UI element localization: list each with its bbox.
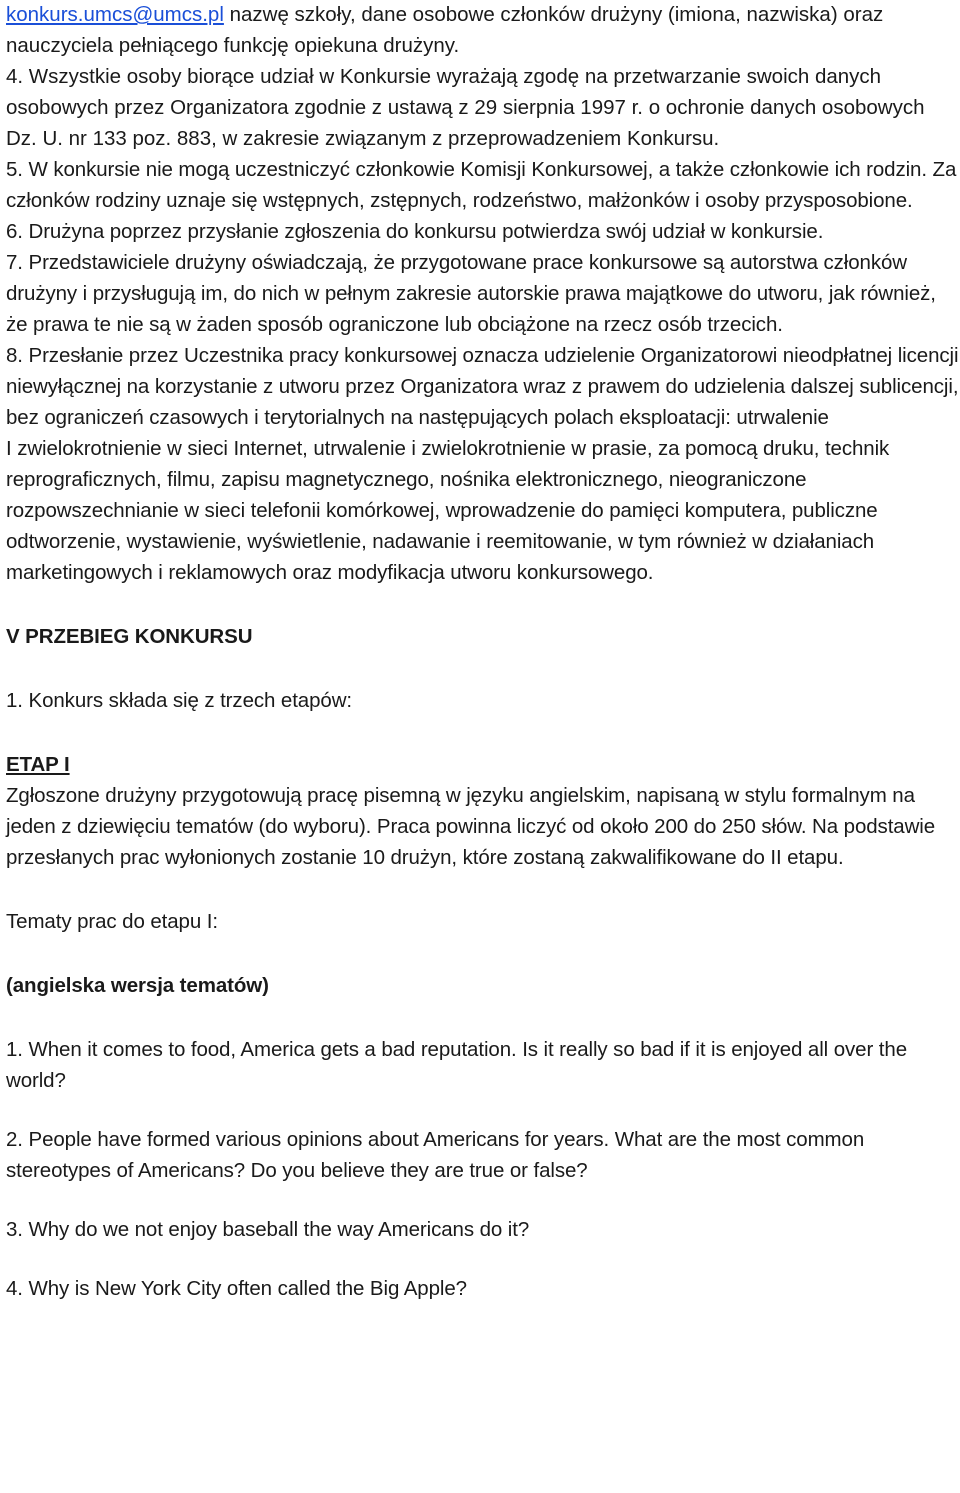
document-page [6,0,960,1304]
item-8-continued: I zwielokrotnienie w sieci Internet, utrwalenie i zwielokrotnienie w prasie, za pomocą druku, technik reprograficznych, filmu, zapisu magnetycznego, nośnika elektronicznego, nieograniczone rozpowszechnianie w sieci telefonii komórkowej, wprowadzenie do pamięci komputera, publiczne odtworzenie, wystawienie, wyświetlenie, nadawanie i reemitowanie, w tym również w działaniach marketingowych i reklamowych oraz modyfikacja utworu konkursowego. [6,437,890,584]
stages-intro: 1. Konkurs składa się z trzech etapów: [6,689,353,712]
item-5: 5. W konkursie nie mogą uczestniczyć członkowie Komisji Konkursowej, a także członkowie ich rodzin. Za członków rodziny uznaje się wstępnych, zstępnych, rodzeństwo, małżonków i osoby przysposobione. [6,158,957,212]
topics-label: Tematy prac do etapu I: [6,910,218,933]
section-heading: V PRZEBIEG KONKURSU [6,625,253,648]
stage-1-heading: ETAP I [6,753,70,776]
intro-paragraph [6,0,960,61]
topics-version: (angielska wersja tematów) [6,974,269,997]
topic-2: 2. People have formed various opinions about Americans for years. What are the most common stereotypes of Americans? Do you believe they are true or false? [6,1128,865,1182]
intro-text: nazwę szkoły, dane osobowe członków drużyny (imiona, nazwiska) oraz nauczyciela pełniącego funkcję opiekuna drużyny. [6,3,884,57]
stage-1-body: Zgłoszone drużyny przygotowują pracę pisemną w języku angielskim, napisaną w stylu formalnym na jeden z dziewięciu tematów (do wyboru). Praca powinna liczyć od około 200 do 250 słów. Na podstawie przesłanych prac wyłonionych zostanie 10 drużyn, które zostaną zakwalifikowane do II etapu. [6,784,936,869]
topic-1: 1. When it comes to food, America gets a bad reputation. Is it really so bad if it is enjoyed all over the world? [6,1038,907,1092]
topic-4: 4. Why is New York City often called the Big Apple? [6,1277,467,1300]
item-4: 4. Wszystkie osoby biorące udział w Konkursie wyrażają zgodę na przetwarzanie swoich danych osobowych przez Organizatora zgodnie z ustawą z 29 sierpnia 1997 r. o ochronie danych osobowych Dz. U. nr 133 poz. 883, w zakresie związanym z przeprowadzeniem Konkursu. [6,65,925,150]
item-8: 8. Przesłanie przez Uczestnika pracy konkursowej oznacza udzielenie Organizatorowi nieodpłatnej licencji niewyłącznej na korzystanie z utworu przez Organizatora wraz z prawem do udzielenia dalszej sublicencji, bez ograniczeń czasowych i terytorialnych na następujących polach eksploatacji: utrwalenie [6,344,959,429]
email-link[interactable]: konkurs.umcs@umcs.pl [6,3,224,26]
item-6: 6. Drużyna poprzez przysłanie zgłoszenia do konkursu potwierdza swój udział w konkursie. [6,220,824,243]
item-7: 7. Przedstawiciele drużyny oświadczają, że przygotowane prace konkursowe są autorstwa członków drużyny i przysługują im, do nich w pełnym zakresie autorskie prawa majątkowe do utworu, jak również, że prawa te nie są w żaden sposób ograniczone lub obciążone na rzecz osób trzecich. [6,251,936,336]
topic-3: 3. Why do we not enjoy baseball the way Americans do it? [6,1218,530,1241]
